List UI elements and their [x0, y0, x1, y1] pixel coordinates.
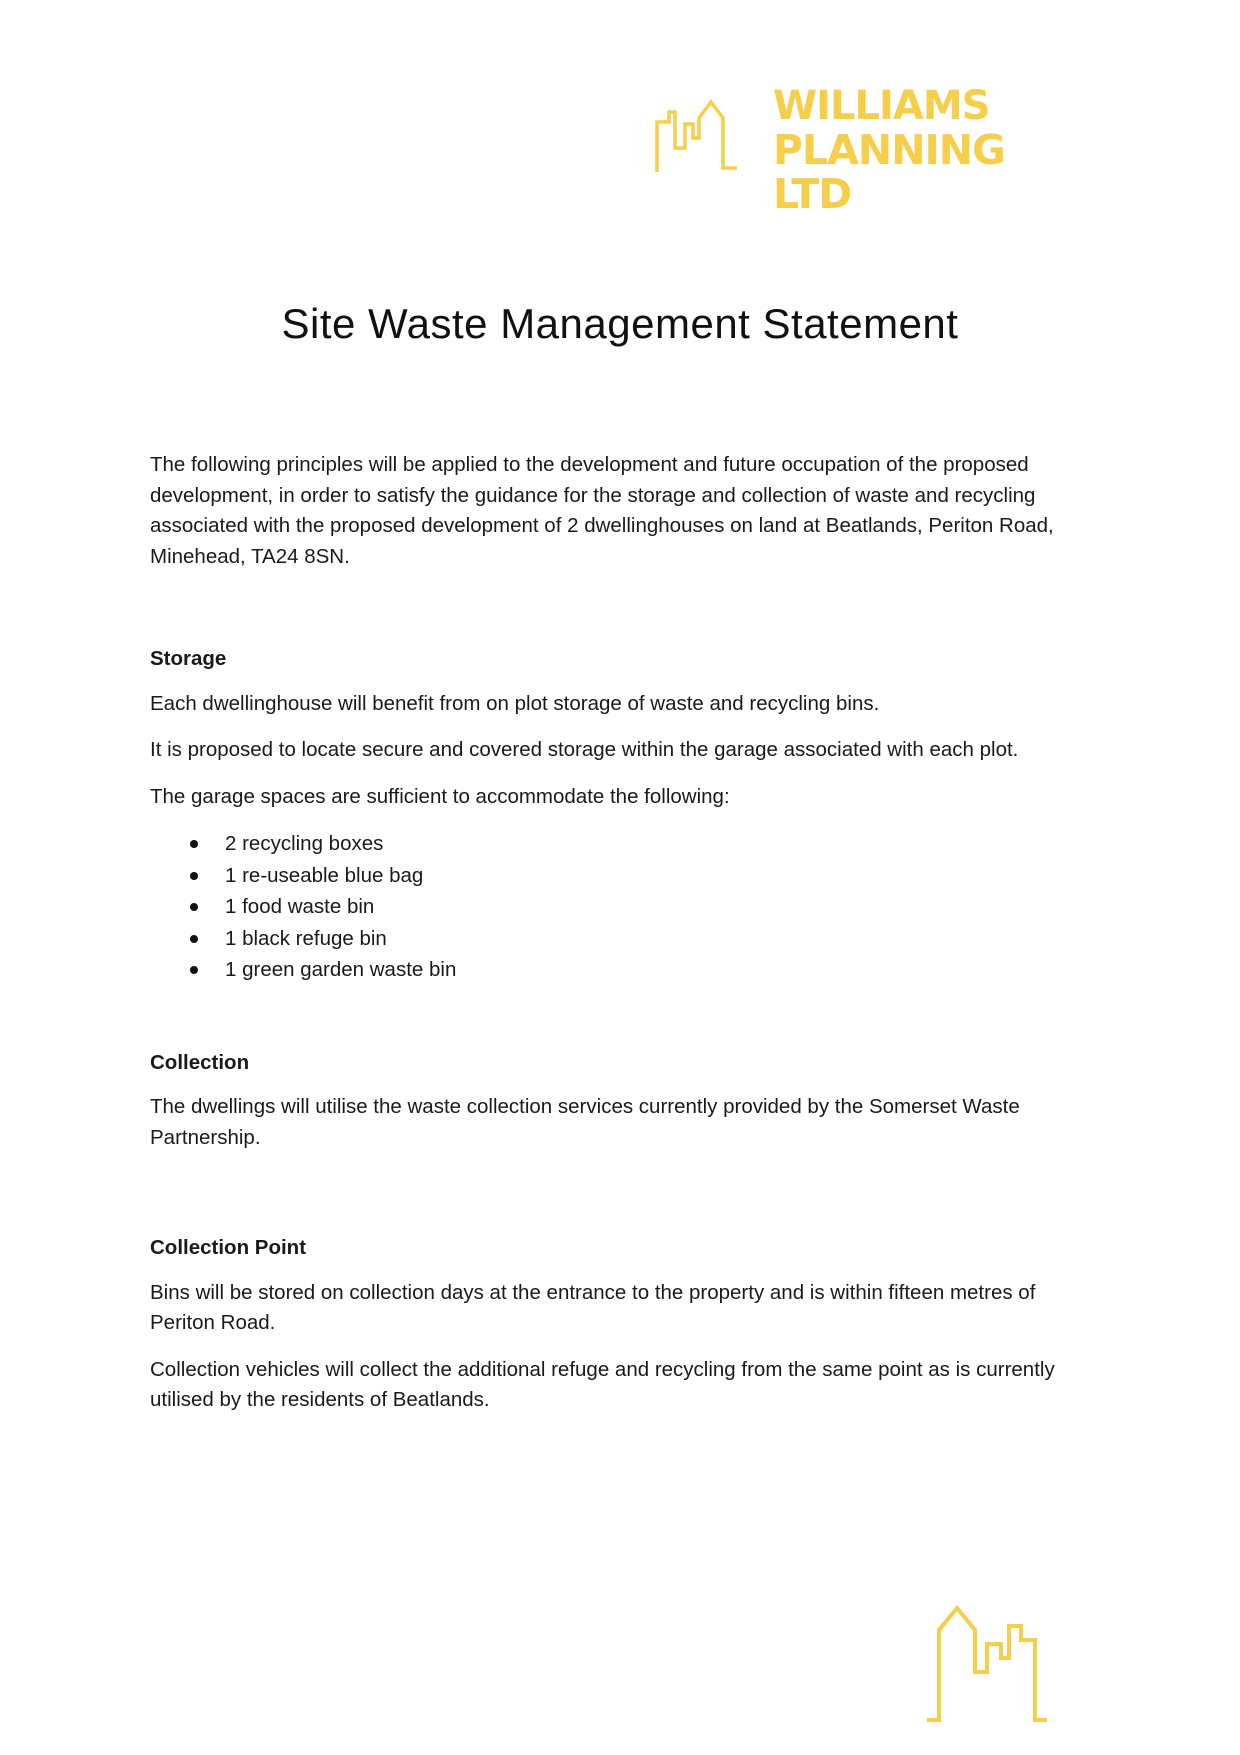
document-body — [150, 450, 1090, 1416]
collection-paragraph-1: The dwellings will utilise the waste collection services currently provided by the Somerset Waste Partnership. — [150, 1095, 1020, 1149]
logo-line-1: WILLIAMS — [773, 83, 990, 129]
company-logo — [655, 82, 1085, 218]
collection-point-paragraph-2: Collection vehicles will collect the additional refuge and recycling from the same point as is currently utilised by the residents of Beatlands. — [150, 1357, 1055, 1411]
collection-point-heading: Collection Point — [150, 1236, 307, 1259]
logo-wordmark — [773, 84, 1085, 216]
storage-paragraph-3: The garage spaces are sufficient to accommodate the following: — [150, 784, 730, 808]
storage-paragraph-1: Each dwellinghouse will benefit from on plot storage of waste and recycling bins. — [150, 691, 880, 715]
storage-paragraph-2: It is proposed to locate secure and covered storage within the garage associated with each plot. — [150, 738, 1019, 761]
storage-heading: Storage — [150, 647, 227, 670]
page-title: Site Waste Management Statement — [281, 300, 959, 347]
list-item: 2 recycling boxes — [150, 828, 1090, 860]
list-item: 1 black refuge bin — [150, 923, 1090, 955]
logo-line-2: PLANNING LTD — [773, 126, 1005, 218]
collection-heading: Collection — [150, 1050, 250, 1074]
storage-items-list — [150, 828, 1090, 986]
intro-paragraph: The following principles will be applied to the development and future occupation of the proposed development, in order to satisfy the guidance for the storage and collection of waste and recycling associated with the proposed development of 2 dwellinghouses on land at Beatlands, Periton Road, Minehead, TA24 8SN. — [150, 453, 1054, 568]
list-item: 1 food waste bin — [150, 891, 1090, 923]
list-item: 1 green garden waste bin — [150, 954, 1090, 986]
buildings-outline-icon — [925, 1600, 1075, 1725]
list-item: 1 re-useable blue bag — [150, 860, 1090, 892]
buildings-outline-icon — [655, 90, 750, 175]
collection-point-paragraph-1: Bins will be stored on collection days at the entrance to the property and is within fifteen metres of Periton Road. — [150, 1280, 1036, 1334]
